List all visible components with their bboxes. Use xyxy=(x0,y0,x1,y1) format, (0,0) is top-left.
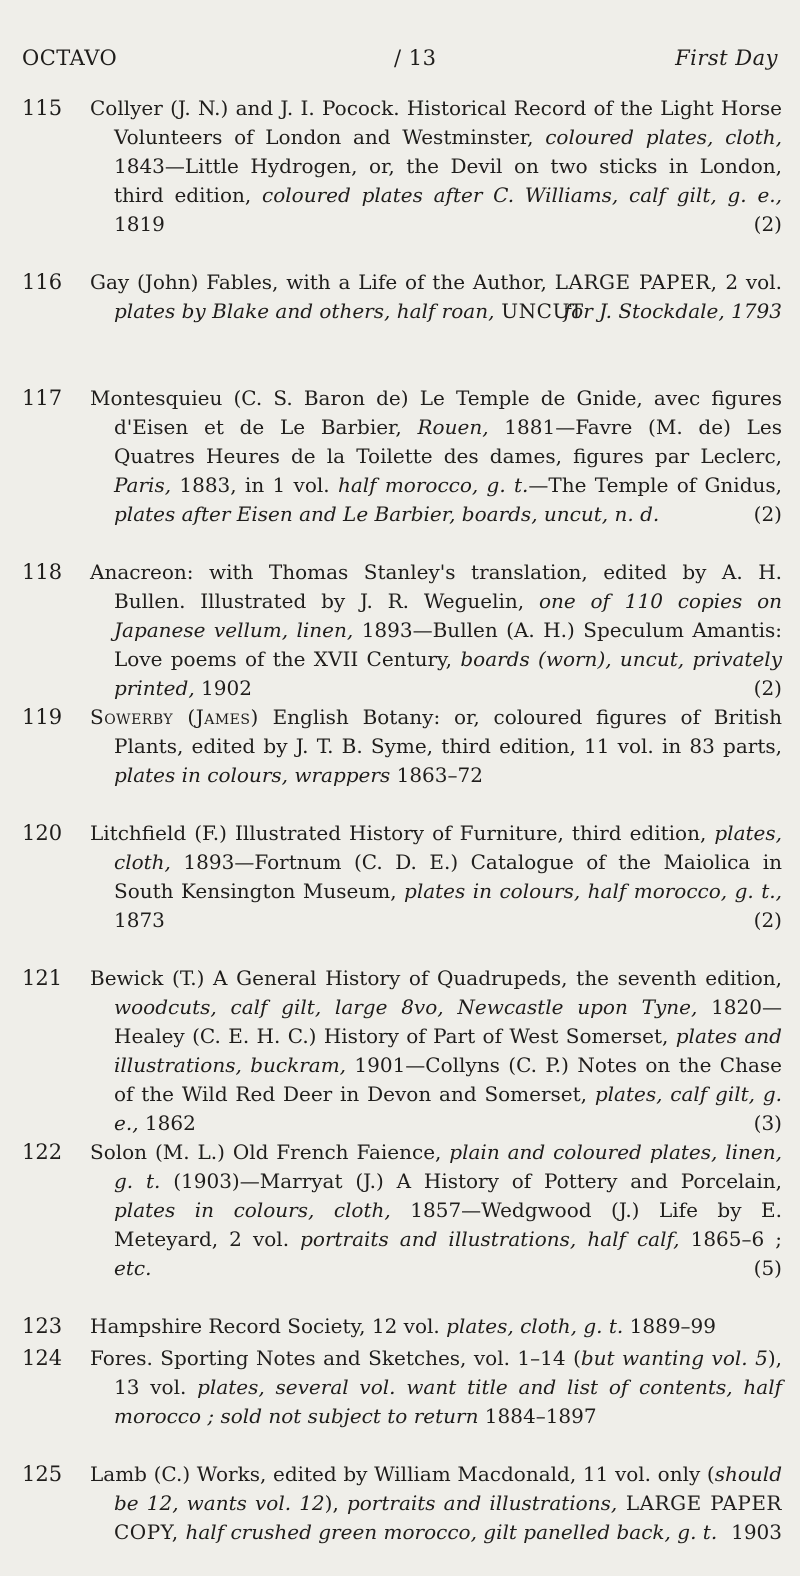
desc-part: Sowerby (James) xyxy=(90,705,259,729)
quantity: (2) xyxy=(753,676,782,700)
quantity: (3) xyxy=(753,1111,782,1135)
quantity: (5) xyxy=(753,1256,782,1280)
lot-number: 121 xyxy=(22,966,63,990)
lot-entry xyxy=(22,1460,782,1576)
desc-part: 1820—Healey (C. E. H. C.) History of Part of West Somerset, xyxy=(114,995,782,1048)
desc-part: Collyer (J. N.) and J. I. Pocock. Historical Record of the Light Horse Volunteers of London and Westminster, xyxy=(90,96,782,149)
lot-number: 120 xyxy=(22,821,63,845)
lot-number: 123 xyxy=(22,1314,63,1338)
desc-part: 1863–72 xyxy=(390,763,483,787)
lot-entry xyxy=(22,384,782,558)
desc-part: plates in colours, half morocco, g. t., xyxy=(404,879,782,903)
lot-description xyxy=(90,558,782,703)
desc-part: plates, cloth, g. t. xyxy=(446,1314,624,1338)
lot-entry xyxy=(22,1312,782,1344)
desc-part: UNCUT xyxy=(494,299,584,323)
catalogue-entries xyxy=(22,94,782,1576)
lot-entry xyxy=(22,94,782,268)
desc-part: portraits and illustrations, half calf, xyxy=(300,1227,680,1251)
lot-number: 125 xyxy=(22,1462,63,1486)
desc-part: 1901—Collyns (C. P.) Notes on the Chase of the Wild Red Deer in Devon and Somerset, xyxy=(114,1053,783,1106)
desc-part: plates in colours, wrappers xyxy=(114,763,391,787)
publisher-date: for J. Stockdale, 1793 xyxy=(563,299,782,323)
desc-part: plain and coloured plates, linen, g. t. xyxy=(114,1140,783,1193)
desc-part: Lamb (C.) Works, edited by William Macdonald, 11 vol. only ( xyxy=(90,1462,715,1486)
date: 1903 xyxy=(731,1520,782,1544)
desc-part: LARGE PAPER COPY, xyxy=(114,1491,782,1544)
lot-entry xyxy=(22,1138,782,1312)
desc-part: —The Temple of Gnidus, xyxy=(528,473,783,497)
lot-entry xyxy=(22,964,782,1138)
quantity: (2) xyxy=(753,908,782,932)
desc-part: 1873 xyxy=(114,908,165,932)
desc-part: 1902 xyxy=(194,676,252,700)
desc-part: 1865–6 ; xyxy=(679,1227,783,1251)
desc-part: 1881—Favre (M. de) Les Quatres Heures de la Toilette des dames, figures par Leclerc, xyxy=(114,415,782,468)
lot-description xyxy=(90,1138,782,1283)
desc-part: woodcuts, calf gilt, large 8vo, Newcastle upon Tyne, xyxy=(114,995,698,1019)
desc-part: ), 13 vol. xyxy=(114,1346,783,1399)
desc-part: Litchfield (F.) Illustrated History of Furniture, third edition, xyxy=(90,821,715,845)
desc-part: half crushed green morocco, gilt panelled back, g. t. xyxy=(185,1520,718,1544)
section-title: OCTAVO xyxy=(22,46,118,70)
desc-part: English Botany: or, coloured figures of British Plants, edited by J. T. B. Syme, third edition, 11 vol. in 83 parts, xyxy=(114,705,782,758)
lot-number: 117 xyxy=(22,386,63,410)
desc-part: Gay (John) Fables, with a Life of the Author, xyxy=(90,270,555,294)
desc-part: 1893—Bullen (A. H.) Speculum Amantis: Love poems of the XVII Century, xyxy=(114,618,783,671)
desc-part: Montesquieu (C. S. Baron de) Le Temple de Gnide, avec figures d'Eisen et de Le Barbier, xyxy=(90,386,782,439)
page-header xyxy=(22,46,778,80)
desc-part: plates, several vol. want title and list of contents, half morocco ; sold not subject to return xyxy=(114,1375,782,1428)
lot-number: 118 xyxy=(22,560,63,584)
lot-description xyxy=(90,94,782,239)
lot-entry xyxy=(22,819,782,964)
lot-description xyxy=(90,1312,782,1341)
desc-part: LARGE PAPER, xyxy=(554,270,718,294)
desc-part: Paris, xyxy=(114,473,172,497)
desc-part: Rouen, xyxy=(417,415,489,439)
lot-description xyxy=(90,964,782,1138)
desc-part: should be 12, wants vol. 12 xyxy=(114,1462,782,1515)
lot-entry xyxy=(22,703,782,819)
desc-part: plates, cloth, xyxy=(114,821,782,874)
desc-part: Fores. Sporting Notes and Sketches, vol. 1–14 ( xyxy=(90,1346,581,1370)
desc-part: but wanting vol. 5 xyxy=(580,1346,768,1370)
desc-part: 1883, in 1 vol. xyxy=(171,473,338,497)
desc-part: portraits and illustrations, xyxy=(346,1491,618,1515)
lot-description xyxy=(90,1344,782,1431)
desc-part: ), xyxy=(324,1491,347,1515)
desc-part: boards (worn), uncut, privately printed, xyxy=(114,647,782,700)
desc-part: 1857—Wedgwood (J.) Life by E. Meteyard, 2 vol. xyxy=(114,1198,782,1251)
desc-part: Bewick (T.) A General History of Quadrupeds, the seventh edition, xyxy=(90,966,782,990)
page-number: / 13 xyxy=(394,46,437,70)
desc-part: 1884–1897 xyxy=(478,1404,597,1428)
desc-part: 2 vol. xyxy=(717,270,782,294)
desc-part: plates by Blake and others, half roan, xyxy=(114,299,495,323)
quantity: (2) xyxy=(753,502,782,526)
desc-part: plates after Eisen and Le Barbier, boards, uncut, n. d. xyxy=(114,502,660,526)
desc-part: plates and illustrations, buckram, xyxy=(114,1024,782,1077)
desc-part: coloured plates after C. Williams, calf gilt, g. e., xyxy=(262,183,783,207)
desc-part: 1843—Little Hydrogen, or, the Devil on two sticks in London, third edition, xyxy=(114,154,782,207)
lot-entry xyxy=(22,268,782,384)
desc-part: plates in colours, cloth, xyxy=(114,1198,391,1222)
desc-part: Hampshire Record Society, 12 vol. xyxy=(90,1314,447,1338)
lot-number: 122 xyxy=(22,1140,63,1164)
lot-description xyxy=(90,384,782,529)
desc-part: Anacreon: with Thomas Stanley's translation, edited by A. H. Bullen. Illustrated by J. R. Weguelin, xyxy=(90,560,782,613)
desc-part: 1893—Fortnum (C. D. E.) Catalogue of the Maiolica in South Kensington Museum, xyxy=(114,850,782,903)
lot-description xyxy=(90,268,782,326)
desc-part: one of 110 copies on Japanese vellum, linen, xyxy=(114,589,782,642)
desc-part: Solon (M. L.) Old French Faience, xyxy=(90,1140,450,1164)
lot-number: 124 xyxy=(22,1346,63,1370)
lot-description xyxy=(90,1460,782,1547)
desc-part: half morocco, g. t. xyxy=(337,473,529,497)
lot-description xyxy=(90,819,782,935)
desc-part: plates, calf gilt, g. e., xyxy=(114,1082,782,1135)
desc-part: 1889–99 xyxy=(623,1314,717,1338)
lot-description xyxy=(90,703,782,790)
desc-part: (1903)—Marryat (J.) A History of Pottery and Porcelain, xyxy=(160,1169,782,1193)
quantity: (2) xyxy=(753,212,782,236)
lot-number: 119 xyxy=(22,705,63,729)
desc-part: 1819 xyxy=(114,212,165,236)
lot-number: 116 xyxy=(22,270,63,294)
desc-part: 1862 xyxy=(138,1111,196,1135)
lot-entry xyxy=(22,1344,782,1460)
lot-entry xyxy=(22,558,782,703)
desc-part: coloured plates, cloth, xyxy=(545,125,782,149)
day-label: First Day xyxy=(675,46,778,70)
desc-part: etc. xyxy=(114,1256,152,1280)
lot-number: 115 xyxy=(22,96,63,120)
